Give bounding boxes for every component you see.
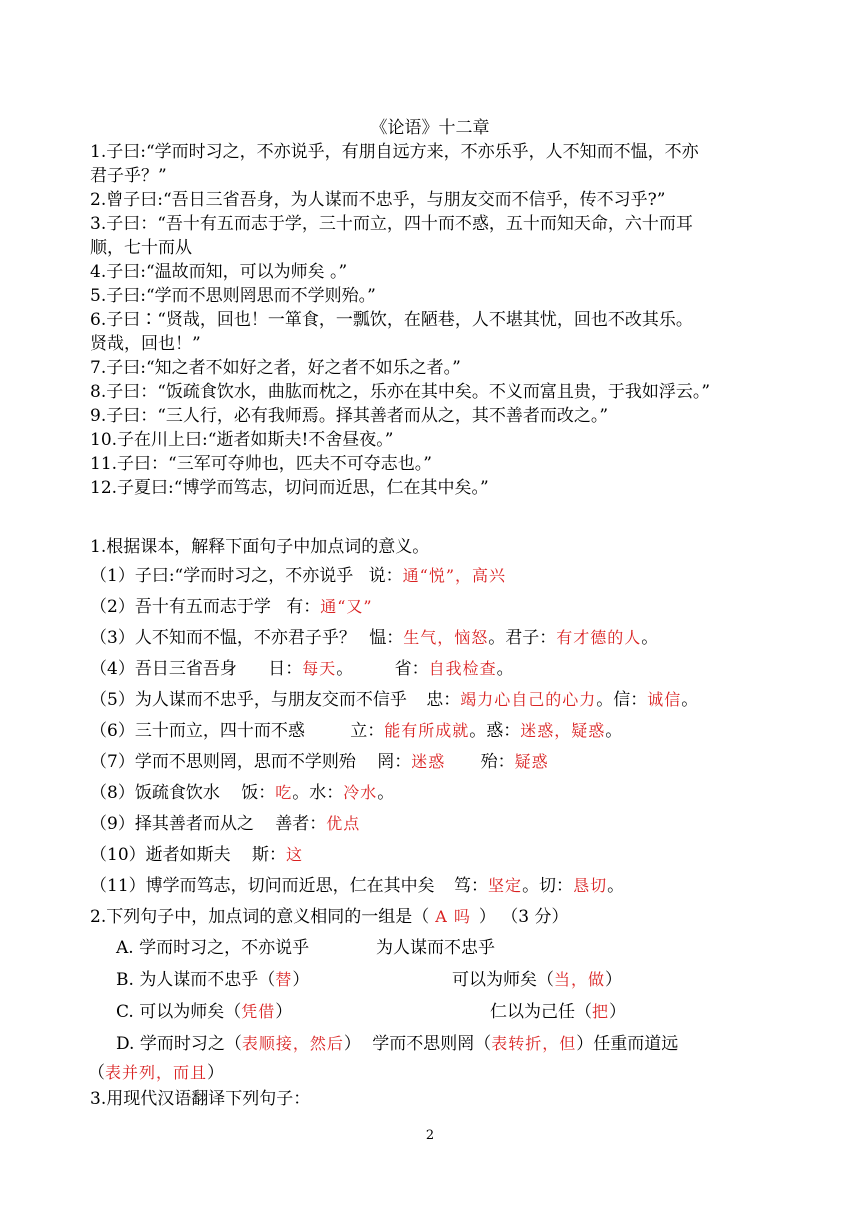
option-label: A. (116, 938, 134, 958)
item-punct: 。 (641, 628, 659, 648)
item-key: 省： (394, 659, 429, 679)
item-sentence: 吾十有五而志于学 (134, 597, 271, 617)
q1-item (90, 746, 790, 777)
item-key: 愠： (369, 628, 404, 648)
option-punct: ） (605, 970, 623, 990)
option-b-second (452, 964, 622, 996)
item-answer: 每天 (302, 659, 337, 678)
option-label: B. (116, 970, 134, 990)
option-sentence: 为人谋而不忠乎（ (139, 970, 276, 990)
item-punct: 。 (681, 690, 699, 710)
q1-item (90, 839, 790, 870)
item-sentence: 为人谋而不忠乎，与朋友交而不信乎 (134, 690, 407, 710)
item-sentence: 饭疏食饮水 (134, 783, 220, 803)
item-answer: 优点 (326, 814, 361, 833)
passage-line: 10.子在川上曰:“逝者如斯夫!不舍昼夜。” (90, 430, 394, 450)
item-number: （2） (90, 597, 135, 617)
option-c (90, 996, 790, 1028)
item-key: 笃： (454, 876, 489, 896)
item-sentence: 择其善者而从之 (134, 814, 254, 834)
passage-line: 7.子曰:“知之者不如好之者，好之者不如乐之者。” (90, 358, 461, 378)
passage-line: 顺，七十而从 (90, 238, 192, 258)
passage-line: 8.子曰：“饭疏食饮水，曲肱而枕之，乐亦在其中矣。不义而富且贵，于我如浮云。” (90, 382, 711, 402)
q1-item (90, 653, 790, 684)
item-punct: 。 (336, 659, 354, 679)
passage-line: 2.曾子曰:“吾日三省吾身，为人谋而不忠乎，与朋友交而不信乎，传不习乎?” (90, 190, 666, 210)
option-d (90, 1028, 790, 1060)
item-punct: 。 (377, 783, 395, 803)
option-answer: 替 (275, 970, 293, 989)
item-sentence: 学而不思则罔，思而不学则殆 (134, 752, 356, 772)
item-answer: 诚信 (647, 690, 682, 709)
q1-item (90, 715, 790, 746)
item-number: （1） (90, 566, 135, 586)
item-number: （7） (90, 752, 135, 772)
item-answer: 坚定 (488, 876, 523, 895)
question-2-score: ） （3 分） (478, 907, 569, 927)
passage-line: 1.子曰:“学而时习之，不亦说乎，有朋自远方来，不亦乐乎，人不知而不愠，不亦 (90, 142, 699, 162)
passage-line: 贤哉，回也！” (90, 334, 201, 354)
item-number: （8） (90, 783, 135, 803)
item-answer: 通“又” (320, 597, 373, 616)
item-key: 罔： (377, 752, 412, 772)
option-punct: ） (207, 1063, 225, 1083)
question-3-heading: 3.用现代汉语翻译下列句子： (90, 1089, 311, 1109)
item-number: （9） (90, 814, 135, 834)
option-sentence: 学而不思则罔（ (372, 1034, 492, 1054)
option-punct: ） (609, 1002, 627, 1022)
item-sentence: 逝者如斯夫 (145, 845, 231, 865)
option-b (90, 964, 790, 996)
exercise-section (90, 534, 790, 1112)
passage-line: 3.子曰：“吾十有五而志于学，三十而立，四十而不惑，五十而知天命，六十而耳 (90, 214, 693, 234)
item-answer: 恳切 (573, 876, 608, 895)
option-answer: 凭借 (241, 1002, 276, 1021)
item-key: 有： (286, 597, 321, 617)
item-key: 善者： (275, 814, 327, 834)
option-sentence: 可以为师矣（ (139, 1002, 242, 1022)
item-answer: 这 (286, 845, 304, 864)
item-answer: 生气，恼怒 (403, 628, 489, 647)
option-label: D. (116, 1034, 135, 1054)
q1-item (90, 684, 790, 715)
item-key: 。君子： (488, 628, 557, 648)
question-2-answer: A 吗 (435, 907, 471, 926)
passage-line: 6.子曰∶“贤哉，回也！一箪食，一瓢饮，在陋巷，人不堪其忧，回也不改其乐。 (90, 310, 693, 330)
item-key: 饭： (241, 783, 276, 803)
passage-line: 11.子曰：“三军可夺帅也，匹夫不可夺志也。” (90, 454, 432, 474)
option-punct: ）任重而道远 (576, 1034, 679, 1054)
item-answer: 疑惑 (514, 752, 549, 771)
passage-line: 4.子曰:“温故而知，可以为师矣 。” (90, 262, 348, 282)
item-punct: 。 (607, 876, 625, 896)
item-key: 。水： (292, 783, 344, 803)
q1-item (90, 560, 790, 591)
option-answer: 当，做 (554, 970, 606, 989)
option-sentence: 可以为师矣（ (452, 970, 554, 990)
item-key: 。切： (522, 876, 574, 896)
option-label: C. (116, 1002, 134, 1022)
option-sentence: 为人谋而不忠乎 (376, 938, 495, 958)
item-key: 立： (350, 721, 385, 741)
item-answer: 自我检查 (428, 659, 497, 678)
item-key: 说： (368, 566, 403, 586)
page-number: 2 (425, 1128, 435, 1143)
item-punct: 。 (496, 659, 514, 679)
option-sentence: 学而时习之（ (139, 1034, 242, 1054)
option-sentence: 学而时习之，不亦说乎 (139, 938, 310, 958)
option-punct: （ (88, 1063, 105, 1083)
q1-item (90, 777, 790, 808)
option-d-wrap (88, 1060, 790, 1086)
option-answer: 表顺接，然后 (241, 1034, 344, 1053)
item-sentence: 博学而笃志，切问而近思，仁在其中矣 (145, 876, 435, 896)
item-answer: 冷水 (343, 783, 378, 802)
item-key: 殆： (480, 752, 515, 772)
item-key: 忠： (426, 690, 461, 710)
item-number: （3） (90, 628, 135, 648)
item-answer: 吃 (275, 783, 293, 802)
passage-line: 君子乎？” (90, 166, 167, 186)
item-sentence: 吾日三省吾身 (134, 659, 237, 679)
option-answer: 把 (592, 1002, 610, 1021)
q1-item (90, 808, 790, 839)
option-answer: 表转折，但 (491, 1034, 577, 1053)
option-punct: ） (343, 1034, 361, 1054)
item-key: 斯： (252, 845, 287, 865)
option-a (90, 932, 790, 964)
passage-line: 9.子曰：“三人行，必有我师焉。择其善者而从之，其不善者而改之。” (90, 406, 609, 426)
item-sentence: 三十而立，四十而不惑 (134, 721, 305, 741)
q1-item (90, 870, 790, 901)
item-key: 。惑： (469, 721, 521, 741)
option-punct: ） (275, 1002, 293, 1022)
q1-item (90, 591, 790, 622)
q1-item (90, 622, 790, 653)
item-answer: 迷惑，疑惑 (520, 721, 606, 740)
passage-line: 5.子曰:“学而不思则罔思而不学则殆。” (90, 286, 376, 306)
item-sentence: 人不知而不愠，不亦君子乎？ (134, 628, 356, 648)
option-answer: 表并列，而且 (105, 1063, 208, 1082)
item-key: 。信： (596, 690, 648, 710)
question-2-heading (90, 901, 790, 932)
item-answer: 迷惑 (411, 752, 446, 771)
item-number: （11） (90, 876, 146, 896)
page-title: 《论语》十二章 (370, 118, 490, 138)
question-1-heading: 1.根据课本，解释下面句子中加点词的意义。 (90, 537, 430, 557)
item-number: （4） (90, 659, 135, 679)
item-number: （10） (90, 845, 146, 865)
option-punct: ） (292, 970, 310, 990)
item-answer: 有才德的人 (556, 628, 642, 647)
option-c-second (490, 996, 626, 1028)
passage-line: 12.子夏曰:“博学而笃志，切问而近思，仁在其中矣。” (90, 478, 489, 498)
passage-text (90, 140, 780, 500)
item-number: （6） (90, 721, 135, 741)
item-sentence: 子曰:“学而时习之，不亦说乎 (134, 566, 354, 586)
item-answer: 竭力心自己的心力 (460, 690, 597, 709)
option-sentence: 仁以为己任（ (490, 1002, 592, 1022)
item-key: 日： (268, 659, 303, 679)
item-answer: 通“悦”，高兴 (402, 566, 507, 585)
item-answer: 能有所成就 (384, 721, 470, 740)
item-punct: 。 (605, 721, 623, 741)
item-number: （5） (90, 690, 135, 710)
question-2-text: 2.下列句子中，加点词的意义相同的一组是（ (90, 907, 430, 927)
